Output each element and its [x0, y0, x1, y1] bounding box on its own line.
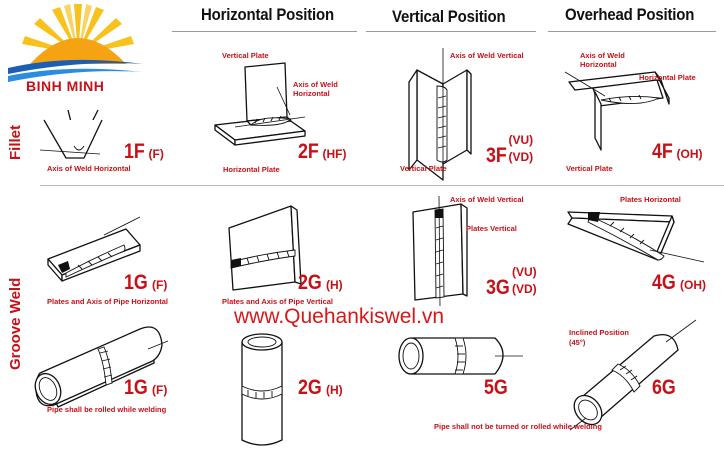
fillet-1f-diagram — [40, 110, 120, 170]
fillet-1f-axis-label: Axis of Weld Horizontal — [47, 164, 131, 173]
header-vertical-rule — [366, 31, 536, 32]
header-overhead: Overhead Position — [565, 5, 695, 24]
fillet-4f-hplate-label: Horizontal Plate — [639, 73, 696, 82]
fillet-3f-vplate-label: Vertical Plate — [400, 164, 447, 173]
fillet-2f-code: 2F (HF) — [298, 140, 347, 163]
header-horizontal: Horizontal Position — [201, 5, 334, 24]
groove-3g-axis-label: Axis of Weld Vertical — [450, 195, 524, 204]
pipe-1g-code: 1G (F) — [124, 376, 168, 399]
fillet-4f-axis-label-1: Axis of Weld — [580, 51, 625, 60]
row-label-fillet: Fillet — [7, 124, 24, 160]
pipe-6g-label-2: (45°) — [569, 338, 586, 347]
groove-4g-label: Plates Horizontal — [620, 195, 681, 204]
brand-name: BINH MINH — [26, 78, 105, 94]
row-label-groove: Groove Weld — [7, 277, 24, 370]
groove-2g-label: Plates and Axis of Pipe Vertical — [222, 297, 334, 306]
fillet-4f-axis-label-2: Horizontal — [580, 60, 617, 69]
fillet-2f-axis-label-2: Horizontal — [293, 89, 330, 98]
fillet-3f-axis-label: Axis of Weld Vertical — [450, 51, 524, 60]
pipe-2g-diagram — [238, 328, 288, 450]
pipe-1g-label: Pipe shall be rolled while welding — [47, 405, 167, 414]
pipe-5g-diagram — [395, 330, 525, 380]
groove-3g-diagram — [405, 196, 475, 306]
groove-2g-code: 2G (H) — [298, 271, 343, 294]
fillet-2f-vplate-label: Vertical Plate — [222, 51, 269, 60]
groove-1g-code: 1G (F) — [124, 271, 168, 294]
groove-3g-plates-label: Plates Vertical — [466, 224, 517, 233]
fillet-4f-vplate-label: Vertical Plate — [566, 164, 613, 173]
pipe-6g-label-1: Inclined Position — [569, 328, 630, 337]
header-overhead-rule — [548, 31, 716, 32]
fillet-2f-axis-label-1: Axis of Weld — [293, 80, 338, 89]
header-horizontal-rule — [172, 31, 357, 32]
pipe-5g-label: Pipe shall not be turned or rolled while welding — [434, 422, 602, 431]
pipe-2g-code: 2G (H) — [298, 376, 343, 399]
fillet-4f-code: 4F (OH) — [652, 140, 703, 163]
pipe-5g-code: 5G — [484, 376, 508, 399]
groove-4g-code: 4G (OH) — [652, 271, 707, 294]
header-vertical: Vertical Position — [392, 7, 506, 26]
fillet-1f-code: 1F (F) — [124, 140, 164, 163]
groove-3g-code: 3G(VU) (VD) — [486, 265, 537, 299]
fillet-2f-hplate-label: Horizontal Plate — [223, 165, 280, 174]
groove-1g-label: Plates and Axis of Pipe Horizontal — [47, 297, 168, 306]
website-url: www.Quehankiswel.vn — [234, 305, 445, 328]
groove-4g-diagram — [568, 200, 708, 270]
fillet-3f-code: 3F(VU) (VD) — [486, 133, 534, 167]
pipe-6g-code: 6G — [652, 376, 676, 399]
row-divider — [40, 185, 724, 186]
